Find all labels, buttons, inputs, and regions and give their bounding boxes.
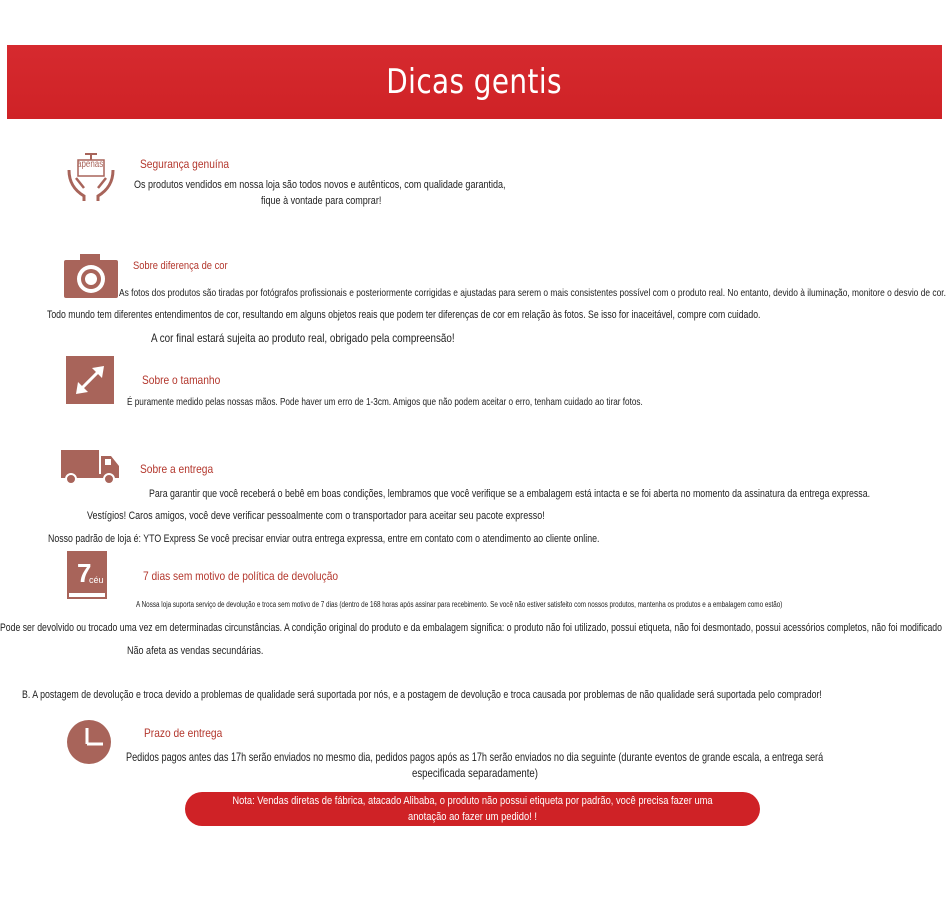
returns-line-1: A Nossa loja suporta serviço de devolução e troca sem motivo de 7 dias (dentro de 168 horas após assinar para recebimento. Se você não estiver satisfeito com nossos produtos, mantenha os produtos e a embalagem como estão) <box>136 600 783 609</box>
resize-arrow-icon <box>66 356 114 404</box>
deadline-title: Prazo de entrega <box>144 726 223 740</box>
color-line-3: A cor final estará sujeita ao produto real, obrigado pela compreensão! <box>151 331 455 345</box>
calendar-7-label: céu <box>89 575 104 585</box>
hands-icon-label: apenas <box>77 159 104 170</box>
page-title: Dicas gentis <box>386 62 563 102</box>
camera-icon <box>64 254 118 298</box>
clock-icon <box>67 720 111 764</box>
returns-line-3: Não afeta as vendas secundárias. <box>127 645 264 657</box>
deadline-line-1: Pedidos pagos antes das 17h serão enviados no mesmo dia, pedidos pagos após as 17h serão enviados no dia seguinte (durante eventos de grande escala, a entrega será <box>126 750 824 764</box>
returns-line-2: Pode ser devolvido ou trocado uma vez em determinadas circunstâncias. A condição original do produto e da embalagem significa: o produto não foi utilizado, possui etiqueta, não foi desmontado, possui acessórios completos, não foi modificado <box>0 622 942 634</box>
color-line-1: As fotos dos produtos são tiradas por fotógrafos profissionais e posteriormente corrigidas e ajustadas para serem o mais consistentes possível com o produto real. No entanto, devido à iluminação, monitore o desvio de cor. <box>119 287 946 299</box>
note-banner <box>185 792 760 826</box>
header-banner <box>7 45 942 119</box>
returns-line-4: B. A postagem de devolução e troca devido a problemas de qualidade será suportada por nós, e a postagem de devolução e troca causada por problemas de não qualidade será suportada pelo comprador! <box>22 689 822 701</box>
size-title: Sobre o tamanho <box>142 373 221 387</box>
delivery-line-3: Nosso padrão de loja é: YTO Express Se você precisar enviar outra entrega expressa, entre em contato com o atendimento ao cliente online. <box>48 533 600 545</box>
returns-title: 7 dias sem motivo de política de devolução <box>143 569 339 583</box>
size-line-1: É puramente medido pelas nossas mãos. Pode haver um erro de 1-3cm. Amigos que não podem aceitar o erro, tenham cuidado ao tirar fotos. <box>127 396 643 408</box>
deadline-line-2: especificada separadamente) <box>412 766 538 780</box>
delivery-title: Sobre a entrega <box>140 462 214 476</box>
color-title: Sobre diferença de cor <box>133 260 228 272</box>
delivery-line-2: Vestígios! Caros amigos, você deve verificar pessoalmente com o transportador para aceitar seu pacote expresso! <box>87 510 545 522</box>
note-text: Nota: Vendas diretas de fábrica, atacado Alibaba, o produto não possui etiqueta por padrão, você precisa fazer uma anotação ao fazer um pedido! ! <box>232 795 713 823</box>
color-line-2: Todo mundo tem diferentes entendimentos de cor, resultando em alguns objetos reais que podem ter diferenças de cor em relação às fotos. Se isso for inaceitável, compre com cuidado. <box>47 309 761 321</box>
delivery-line-1: Para garantir que você receberá o bebê em boas condições, lembramos que você verifique se a embalagem está intacta e se foi aberta no momento da assinatura da entrega expressa. <box>149 488 871 500</box>
security-line-2: fique à vontade para comprar! <box>261 195 382 207</box>
security-title: Segurança genuína <box>140 157 230 171</box>
truck-icon <box>61 450 121 484</box>
calendar-7-number: 7 <box>77 558 92 588</box>
security-line-1: Os produtos vendidos em nossa loja são todos novos e autênticos, com qualidade garantida, <box>134 179 506 191</box>
